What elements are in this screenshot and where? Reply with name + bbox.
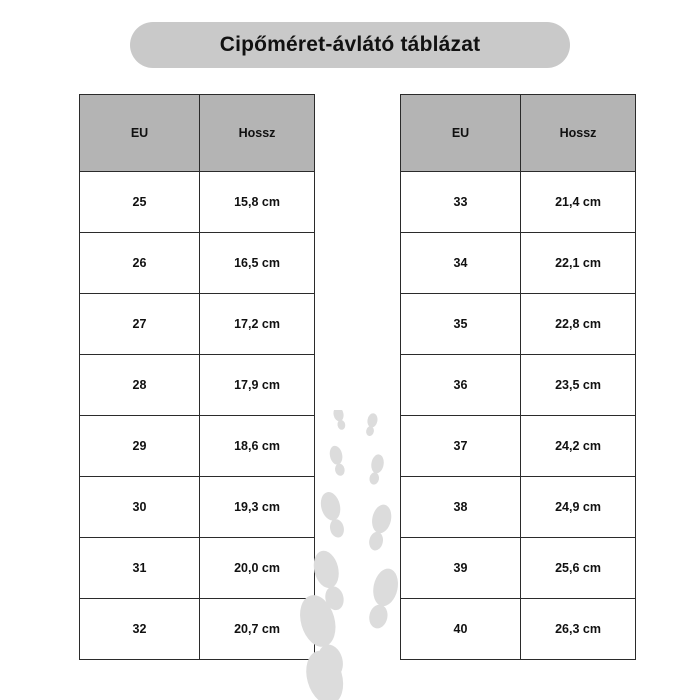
page-title-banner	[130, 22, 570, 68]
cell-eu: 30	[80, 477, 200, 538]
cell-eu: 35	[401, 294, 521, 355]
table-header-row	[401, 95, 636, 172]
table-row	[401, 538, 636, 599]
table-row	[80, 538, 315, 599]
table-row	[80, 294, 315, 355]
table-row	[80, 599, 315, 660]
table-row	[401, 599, 636, 660]
cell-length: 26,3 cm	[521, 599, 636, 660]
table-row	[401, 294, 636, 355]
cell-length: 17,2 cm	[200, 294, 315, 355]
table-row	[401, 355, 636, 416]
table-row	[80, 172, 315, 233]
cell-eu: 31	[80, 538, 200, 599]
cell-length: 16,5 cm	[200, 233, 315, 294]
cell-eu: 39	[401, 538, 521, 599]
table-row	[401, 416, 636, 477]
cell-length: 25,6 cm	[521, 538, 636, 599]
cell-length: 15,8 cm	[200, 172, 315, 233]
size-table-left	[79, 94, 315, 660]
table-row	[80, 233, 315, 294]
column-header-eu: EU	[80, 95, 200, 172]
table-row	[80, 416, 315, 477]
cell-eu: 29	[80, 416, 200, 477]
cell-length: 24,2 cm	[521, 416, 636, 477]
cell-length: 24,9 cm	[521, 477, 636, 538]
cell-length: 22,8 cm	[521, 294, 636, 355]
cell-length: 18,6 cm	[200, 416, 315, 477]
column-header-length: Hossz	[521, 95, 636, 172]
cell-eu: 32	[80, 599, 200, 660]
table-row	[80, 477, 315, 538]
cell-length: 20,7 cm	[200, 599, 315, 660]
size-table-right	[400, 94, 636, 660]
cell-eu: 38	[401, 477, 521, 538]
cell-length: 17,9 cm	[200, 355, 315, 416]
cell-eu: 37	[401, 416, 521, 477]
table-row	[401, 233, 636, 294]
table-row	[401, 477, 636, 538]
cell-length: 21,4 cm	[521, 172, 636, 233]
cell-length: 20,0 cm	[200, 538, 315, 599]
cell-length: 19,3 cm	[200, 477, 315, 538]
cell-length: 22,1 cm	[521, 233, 636, 294]
cell-eu: 25	[80, 172, 200, 233]
cell-eu: 40	[401, 599, 521, 660]
cell-eu: 28	[80, 355, 200, 416]
cell-eu: 26	[80, 233, 200, 294]
cell-eu: 34	[401, 233, 521, 294]
page-title: Cipőméret-ávlátó táblázat	[219, 33, 481, 56]
cell-length: 23,5 cm	[521, 355, 636, 416]
table-row	[401, 172, 636, 233]
column-header-length: Hossz	[200, 95, 315, 172]
cell-eu: 33	[401, 172, 521, 233]
table-header-row	[80, 95, 315, 172]
column-header-eu: EU	[401, 95, 521, 172]
cell-eu: 36	[401, 355, 521, 416]
table-row	[80, 355, 315, 416]
cell-eu: 27	[80, 294, 200, 355]
